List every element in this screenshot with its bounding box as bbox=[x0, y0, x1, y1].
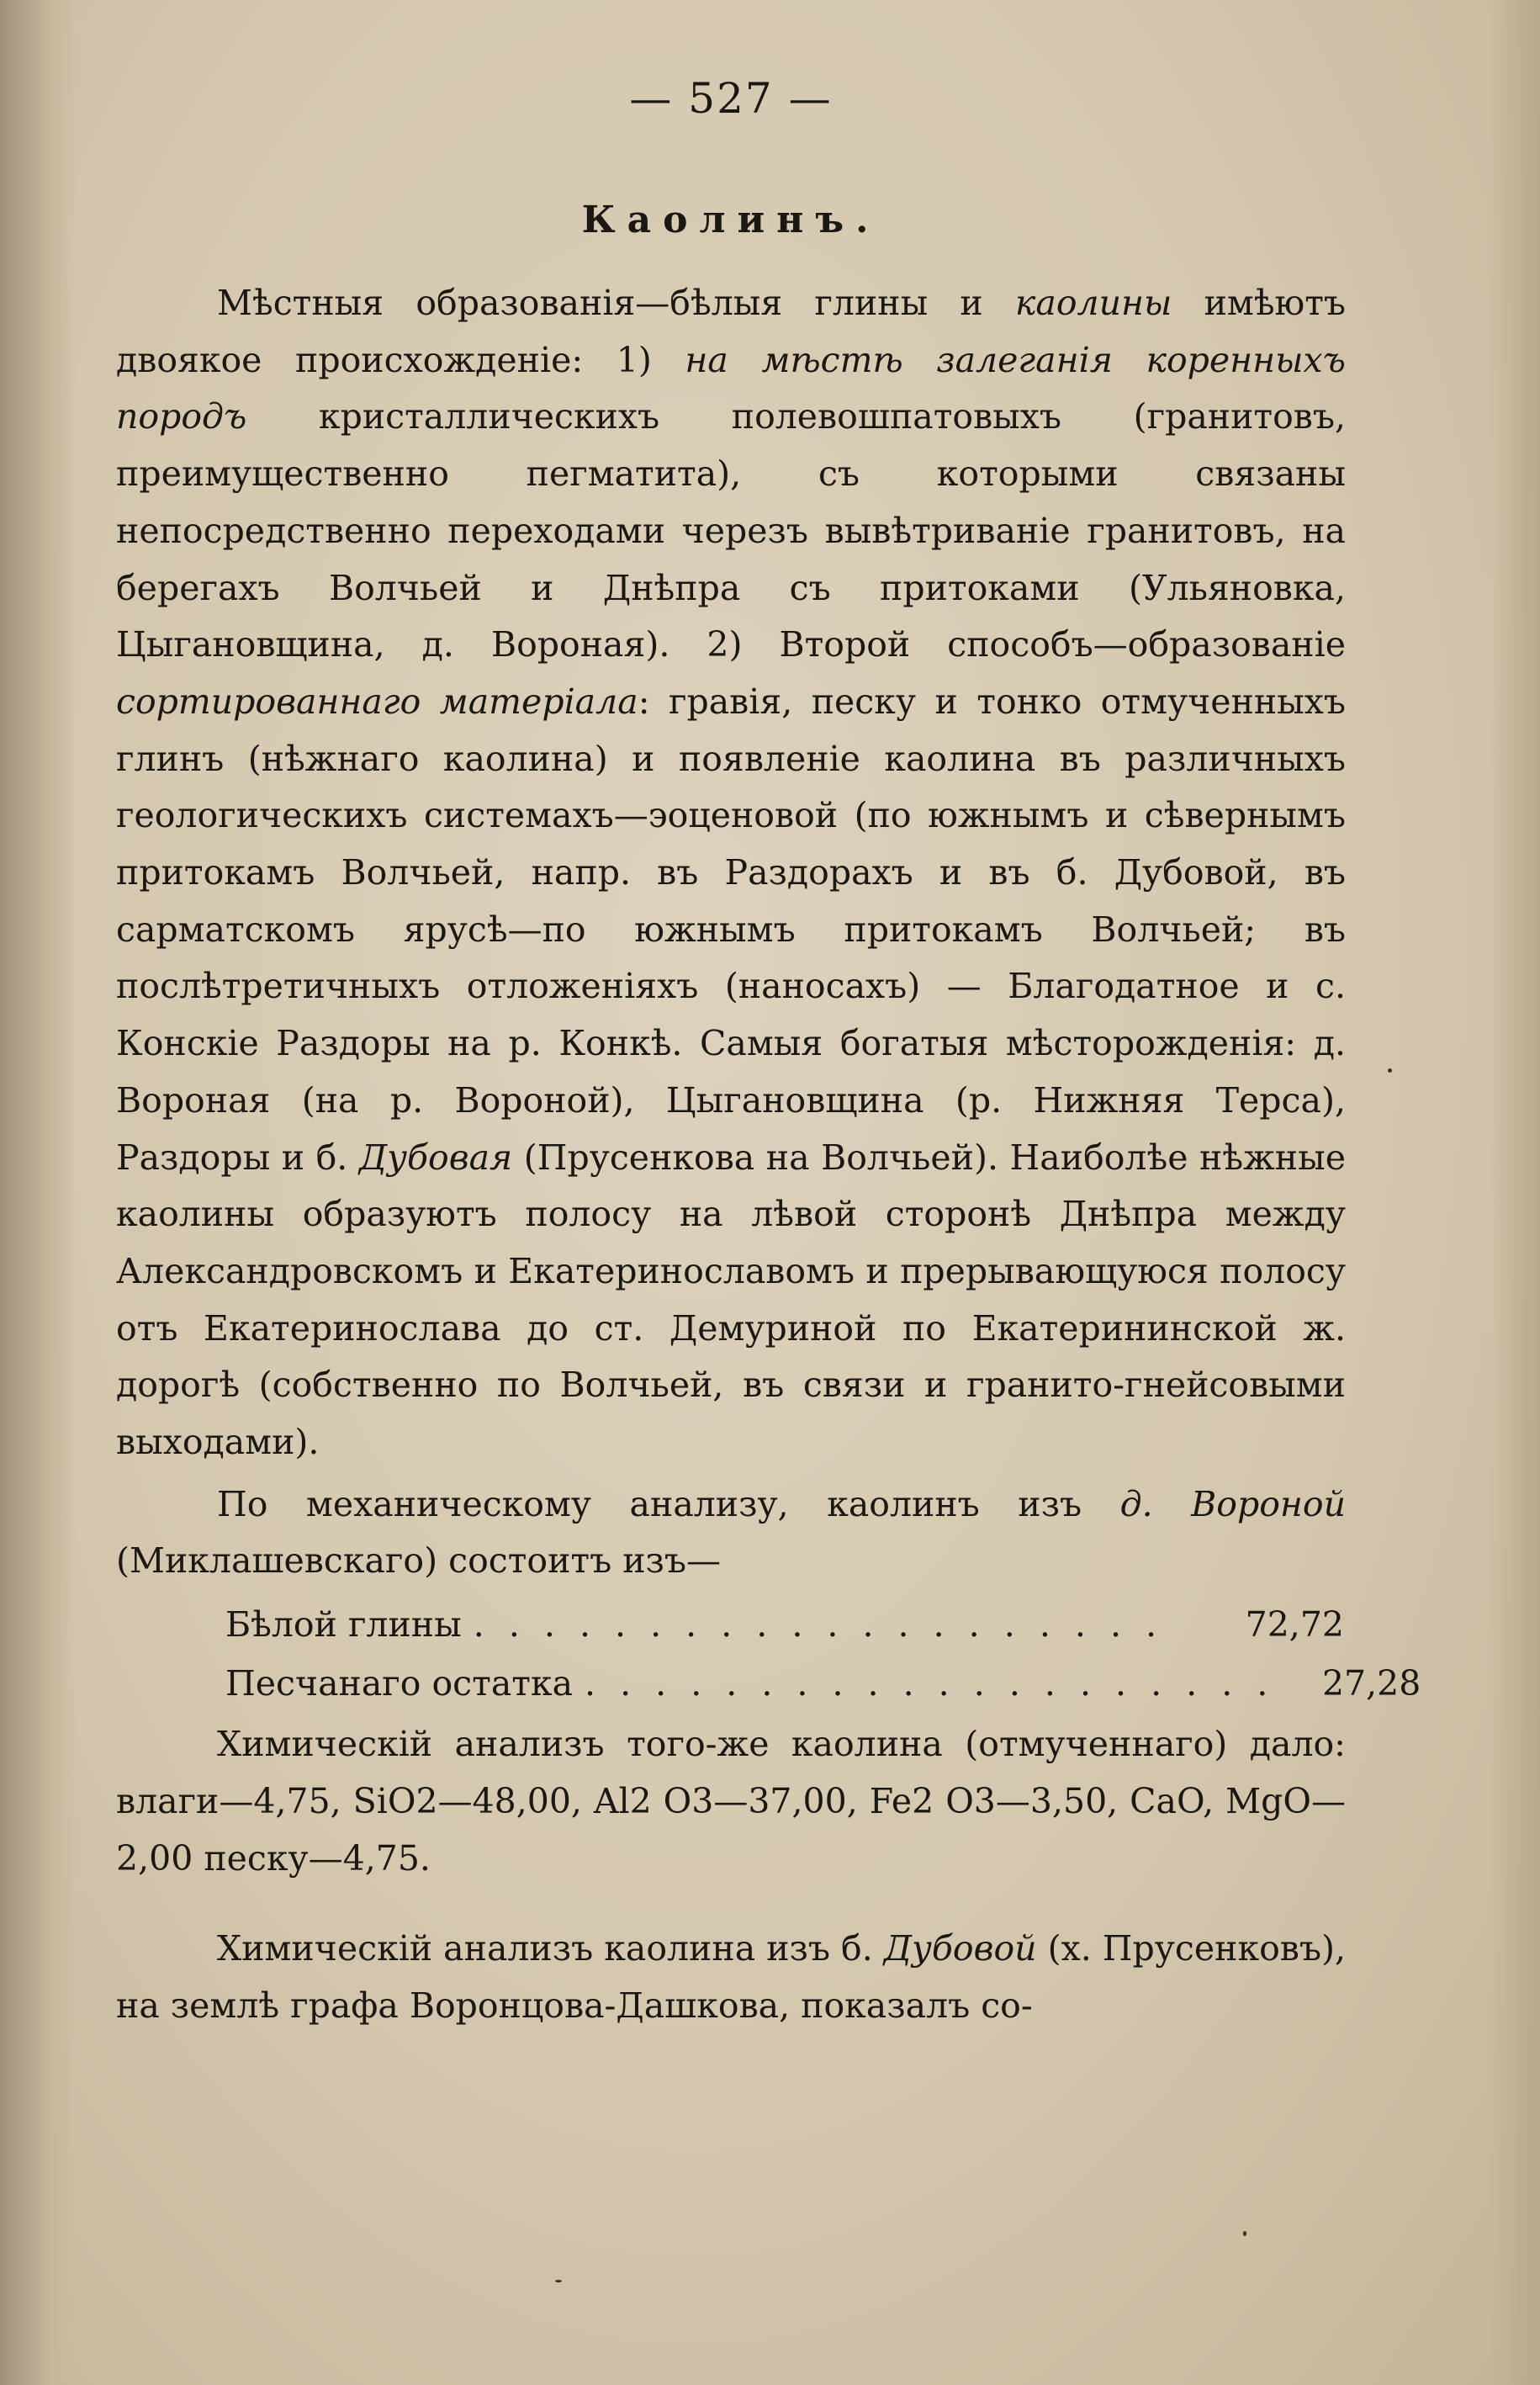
page-edge-shadow bbox=[1490, 0, 1540, 2385]
page-number: — 527 — bbox=[629, 74, 833, 123]
text-span: По механическому анализу, каолинъ изъ bbox=[217, 1483, 1120, 1524]
paper-speck bbox=[1388, 1068, 1392, 1073]
text-span: (Миклашевскаго) состоитъ изъ— bbox=[116, 1540, 721, 1582]
analysis-row bbox=[225, 1654, 1421, 1713]
analysis-row bbox=[225, 1595, 1344, 1654]
text-span: (х. Прусенковъ), на землѣ графа Воронцова-Дашкова, показалъ со- bbox=[116, 1928, 1346, 2026]
text-span: (Прусенкова на Волчьей). Наиболѣе нѣжные каолины образуютъ полосу на лѣвой сторонѣ Днѣпра между Александровскомъ и Екатеринославомъ и прерывающуюся полосу отъ Екатеринослава до ст. Демуриной по Екатерининской ж. дорогѣ (собственно по Волчьей, въ связи и гранито-гнейсовыми выходами). bbox=[116, 1137, 1347, 1463]
leader-dots: . . . . . . . . . . . . . . . . . . . . bbox=[473, 1604, 1164, 1646]
text-span: : гравія, песку и тонко отмученныхъ глинъ (нѣжнаго каолина) и появленіе каолина въ различныхъ геологическихъ системахъ—эоценовой (по южнымъ и сѣвернымъ притокамъ Волчьей, напр. въ Раздорахъ и въ б. Дубовой, въ сарматскомъ ярусѣ—по южнымъ притокамъ Волчьей; въ послѣтретичныхъ отложеніяхъ (наносахъ) — Благодатное и с. Конскіе Раздоры на р. Конкѣ. Самыя богатыя мѣсторожденія: д. Вороная (на р. Вороной), Цыгановщина (р. Нижняя Терса), Раздоры и б. bbox=[116, 681, 1346, 1178]
analysis-label: Песчанаго остатка bbox=[225, 1663, 574, 1704]
paragraph-chemical-analysis: Химическій анализъ того-же каолина (отмученнаго) дало: влаги—4,75, SiO2—48,00, Al2 O3—37,00, Fe2 O3—3,50, CaO, MgO—2,00 песку—4,75. bbox=[116, 1724, 1346, 1879]
italic-span: на мѣстѣ залеганія коренныхъ породъ bbox=[116, 339, 1346, 437]
italic-span: Дубовая bbox=[358, 1137, 513, 1178]
section-heading: Каолинъ. bbox=[581, 199, 881, 241]
text-span: кристаллическихъ полевошпатовыхъ (гранитовъ, преимущественно пегматита), съ которыми связаны непосредственно переходами черезъ вывѣтриваніе гранитовъ, на берегахъ Волчьей и Днѣпра съ притоками (Ульяновка, Цыгановщина, д. Вороная). 2) Второй способъ—образованіе bbox=[116, 396, 1346, 665]
paragraph-origins bbox=[116, 275, 1346, 1471]
page-content bbox=[116, 74, 1421, 2040]
text-span: Химическій анализъ каолина изъ б. bbox=[217, 1928, 884, 1969]
text-span: Мѣстныя образованія—бѣлыя глины и bbox=[217, 283, 1015, 323]
page-binding-shadow bbox=[0, 0, 76, 2385]
paragraph-mechanical-analysis bbox=[116, 1476, 1346, 1590]
italic-span: Дубовой bbox=[883, 1928, 1037, 1969]
italic-span: каолины bbox=[1014, 283, 1172, 323]
text-span: имѣютъ двоякое происхожденіе: 1) bbox=[116, 283, 1346, 380]
paper-speck bbox=[1243, 2231, 1246, 2236]
analysis-value: 72,72 bbox=[1245, 1604, 1344, 1646]
italic-span: сортированнаго матеріала bbox=[116, 681, 638, 722]
analysis-table bbox=[225, 1595, 1421, 1713]
italic-span: д. Вороной bbox=[1119, 1483, 1346, 1524]
leader-dots: . . . . . . . . . . . . . . . . . . . . bbox=[585, 1663, 1275, 1704]
analysis-value: 27,28 bbox=[1321, 1663, 1421, 1704]
analysis-label: Бѣлой глины bbox=[225, 1604, 462, 1646]
paper-speck bbox=[555, 2280, 562, 2282]
paragraph-dubovaya-analysis bbox=[116, 1921, 1346, 2034]
